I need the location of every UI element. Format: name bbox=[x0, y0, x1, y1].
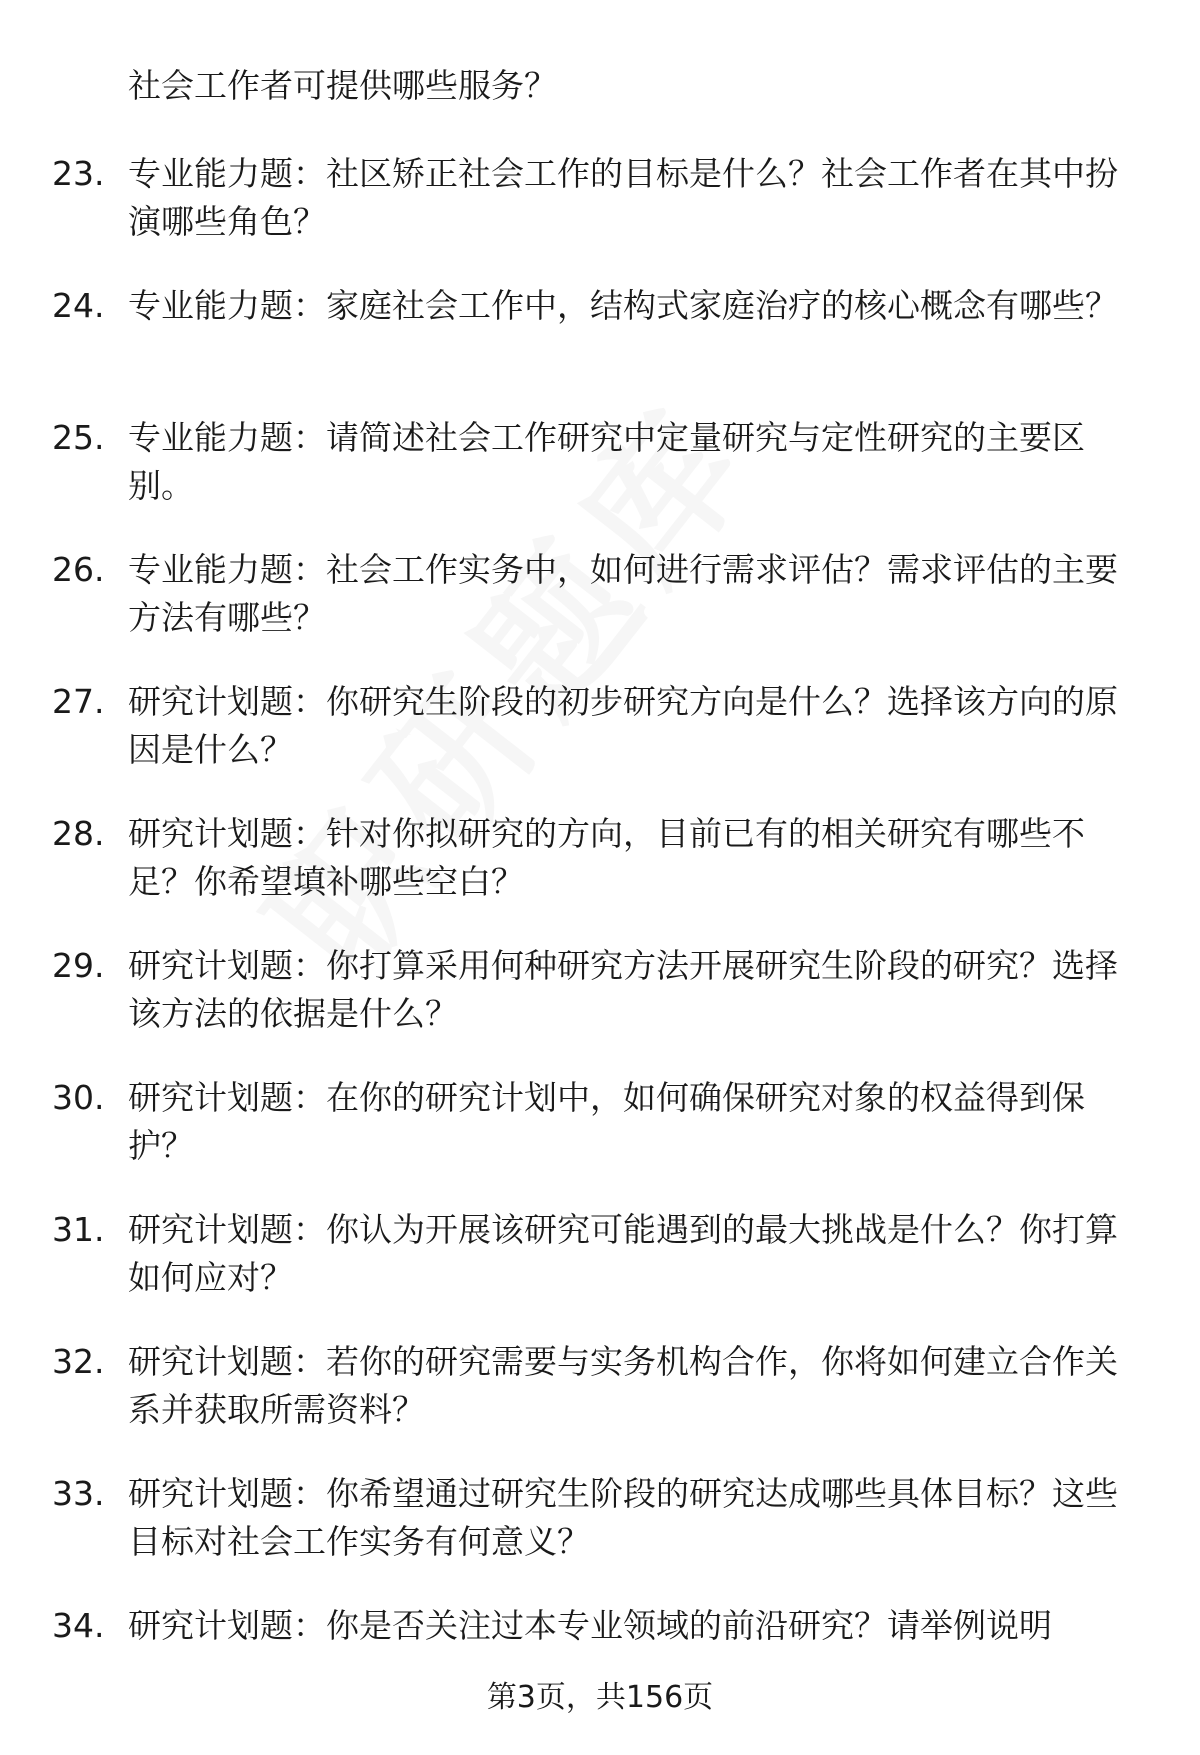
question-item bbox=[0, 546, 1200, 678]
question-text: 专业能力题：社会工作实务中，如何进行需求评估？需求评估的主要方法有哪些？ bbox=[128, 550, 1118, 637]
question-text: 研究计划题：你认为开展该研究可能遇到的最大挑战是什么？你打算如何应对？ bbox=[128, 1210, 1118, 1297]
question-number: 26. bbox=[52, 550, 105, 589]
question-item bbox=[0, 1338, 1200, 1470]
question-number: 34. bbox=[52, 1606, 105, 1645]
question-text: 研究计划题：若你的研究需要与实务机构合作，你将如何建立合作关系并获取所需资料？ bbox=[128, 1342, 1118, 1429]
question-number: 28. bbox=[52, 814, 105, 853]
question-item bbox=[0, 414, 1200, 546]
page-footer: 第3页，共156页 bbox=[486, 1680, 714, 1715]
question-text: 专业能力题：社区矫正社会工作的目标是什么？社会工作者在其中扮演哪些角色？ bbox=[128, 154, 1118, 241]
question-item bbox=[0, 1074, 1200, 1206]
question-item bbox=[0, 1470, 1200, 1602]
question-text: 研究计划题：你希望通过研究生阶段的研究达成哪些具体目标？这些目标对社会工作实务有何意义？ bbox=[128, 1474, 1118, 1561]
question-text: 研究计划题：你打算采用何种研究方法开展研究生阶段的研究？选择该方法的依据是什么？ bbox=[128, 946, 1118, 1033]
question-number: 32. bbox=[52, 1342, 105, 1381]
continuation-text: 社会工作者可提供哪些服务？ bbox=[128, 66, 557, 105]
question-number: 24. bbox=[52, 286, 105, 325]
question-item bbox=[0, 150, 1200, 282]
question-text: 研究计划题：你研究生阶段的初步研究方向是什么？选择该方向的原因是什么？ bbox=[128, 682, 1118, 769]
question-number: 23. bbox=[52, 154, 105, 193]
question-number: 27. bbox=[52, 682, 105, 721]
question-number: 29. bbox=[52, 946, 105, 985]
question-item bbox=[0, 282, 1200, 414]
question-number: 31. bbox=[52, 1210, 105, 1249]
question-text: 研究计划题：你是否关注过本专业领域的前沿研究？请举例说明 bbox=[128, 1606, 1052, 1645]
question-number: 33. bbox=[52, 1474, 105, 1513]
question-text: 专业能力题：请简述社会工作研究中定量研究与定性研究的主要区别。 bbox=[128, 418, 1085, 505]
question-text: 研究计划题：在你的研究计划中，如何确保研究对象的权益得到保护？ bbox=[128, 1078, 1085, 1165]
question-item bbox=[0, 678, 1200, 810]
question-number: 25. bbox=[52, 418, 105, 457]
question-item bbox=[0, 810, 1200, 942]
question-text: 专业能力题：家庭社会工作中，结构式家庭治疗的核心概念有哪些？ bbox=[128, 286, 1118, 325]
question-item bbox=[0, 942, 1200, 1074]
question-text: 研究计划题：针对你拟研究的方向，目前已有的相关研究有哪些不足？你希望填补哪些空白？ bbox=[128, 814, 1085, 901]
question-item bbox=[0, 1206, 1200, 1338]
question-list bbox=[0, 150, 1200, 1734]
question-number: 30. bbox=[52, 1078, 105, 1117]
